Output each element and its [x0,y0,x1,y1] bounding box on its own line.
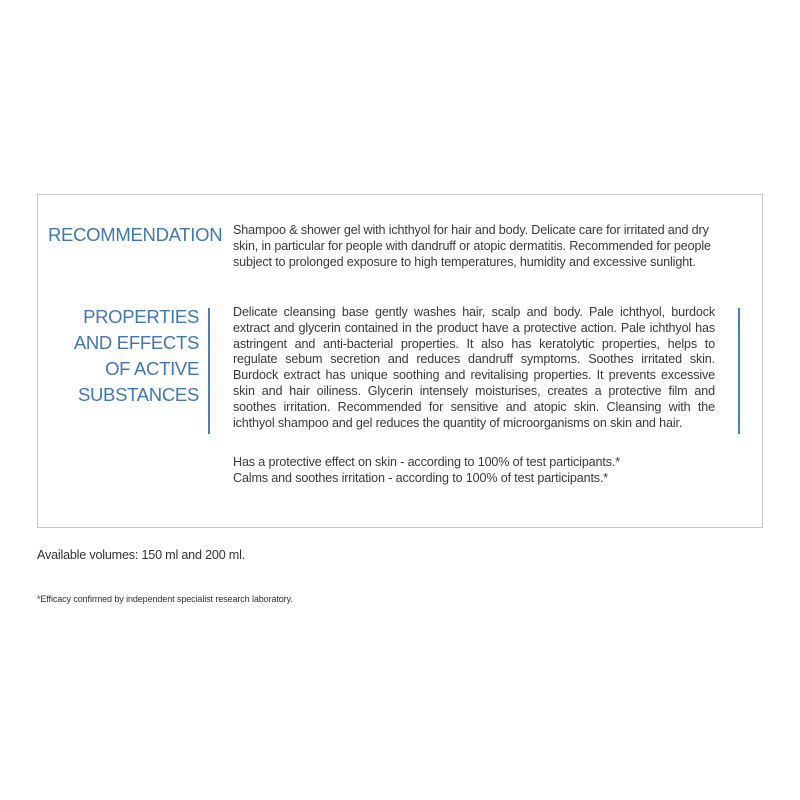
recommendation-text: Shampoo & shower gel with ichthyol for hair and body. Delicate care for irritated and dry skin, in particular for people with dandruff or atopic dermatitis. Recommended for people subject to prolonged exposure to high temperatures, humidity and excessive sunlight. [233,223,711,269]
product-info-panel [37,194,763,528]
properties-heading: PROPERTIES AND EFFECTS OF ACTIVE SUBSTANCES [73,306,199,405]
claim-line: Has a protective effect on skin - according to 100% of test participants.* [233,455,620,469]
efficacy-footnote: *Efficacy confirmed by independent specialist research laboratory. [37,594,293,604]
properties-text: Delicate cleansing base gently washes hair, scalp and body. Pale ichthyol, burdock extract and glycerin contained in the product have a protective action. Pale ichthyol has astringent and anti-bacterial properties. It also has keratolytic properties, helps to regulate sebum secretion and reduces dandruff symptoms. Soothes irritated skin. Burdock extract has unique soothing and revitalising properties. It prevents excessive skin and hair oiliness. Glycerin intensely moisturises, creates a protective film and soothes irritation. Recommended for sensitive and atopic skin. Cleansing with the ichthyol shampoo and gel reduces the quantity of microorganisms on skin and hair. [233,305,715,430]
available-volumes: Available volumes: 150 ml and 200 ml. [37,548,245,562]
efficacy-claims [233,455,715,487]
accent-divider-right [738,308,740,434]
claim-line: Calms and soothes irritation - according to 100% of test participants.* [233,470,609,485]
recommendation-heading: RECOMMENDATION [48,224,223,245]
accent-divider-left [208,308,210,434]
